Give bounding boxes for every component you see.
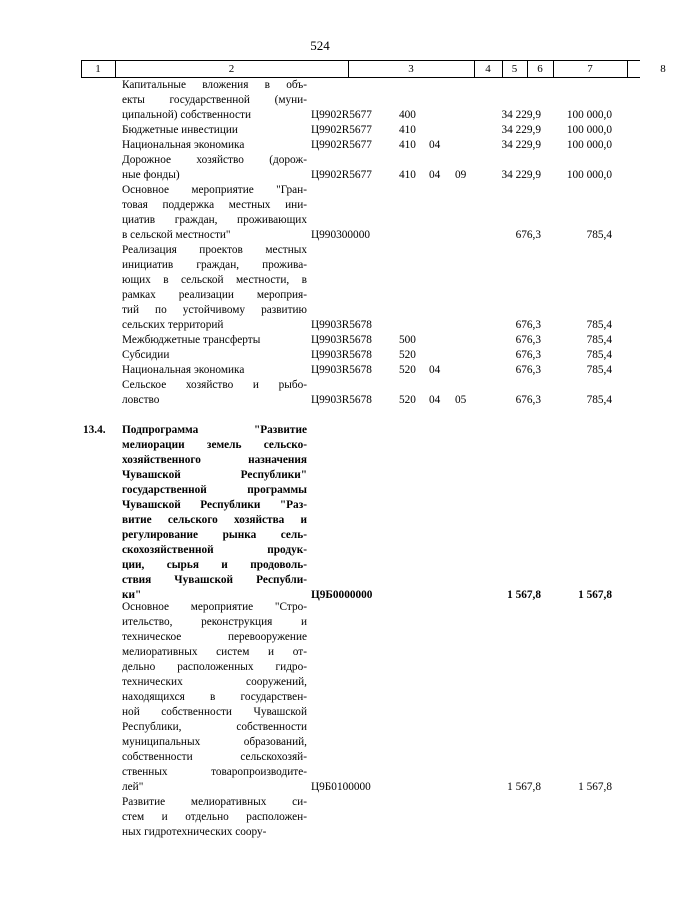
expense-type: 410	[399, 139, 416, 151]
row-name-line: дельно расположенных гидро-	[122, 661, 307, 673]
section: 04	[429, 169, 441, 181]
row-name	[122, 378, 307, 408]
row-number: 13.4.	[83, 424, 106, 436]
row-name-line: регулирование рынка сель-	[122, 529, 307, 541]
amount-col8: 785,4	[586, 319, 612, 331]
row-name-line: Реализация проектов местных	[122, 244, 307, 256]
amount-col7: 676,3	[515, 349, 541, 361]
amount-col8: 785,4	[586, 394, 612, 406]
row-name-line: техническое перевооружение	[122, 631, 307, 643]
amount-col7: 34 229,9	[501, 109, 541, 121]
amount-col7: 34 229,9	[501, 169, 541, 181]
section: 04	[429, 394, 441, 406]
row-name-line: ные фонды)	[122, 169, 180, 181]
row-name	[122, 78, 307, 123]
target-article-code: Ц9902R5677	[311, 139, 372, 151]
target-article-code: Ц9Б0100000	[311, 781, 371, 793]
row-name	[122, 183, 307, 243]
row-name-line: Подпрограмма "Развитие	[122, 424, 307, 436]
row-name-line: хозяйственного назначения	[122, 454, 307, 466]
section: 04	[429, 364, 441, 376]
row-name-line: технических сооружений,	[122, 676, 307, 688]
row-name-line: ительство, реконструкция и	[122, 616, 307, 628]
row-name	[122, 423, 307, 603]
amount-col7: 676,3	[515, 229, 541, 241]
amount-col8: 100 000,0	[566, 124, 612, 136]
target-article-code: Ц9903R5678	[311, 349, 372, 361]
row-name-line: екты государственной (муни-	[122, 94, 307, 106]
amount-col8: 785,4	[586, 334, 612, 346]
expense-type: 500	[399, 334, 416, 346]
row-name	[122, 333, 307, 348]
row-name-line: Чувашской Республики "Раз-	[122, 499, 307, 511]
amount-col8: 100 000,0	[566, 109, 612, 121]
expense-type: 520	[399, 349, 416, 361]
row-name	[122, 243, 307, 333]
expense-type: 410	[399, 169, 416, 181]
page-number: 524	[310, 38, 330, 53]
amount-col7: 1 567,8	[507, 589, 541, 601]
row-name-line: ловство	[122, 394, 160, 406]
row-name-line: Межбюджетные трансферты	[122, 334, 261, 346]
amount-col7: 676,3	[515, 364, 541, 376]
row-name-line: ных гидротехнических соору-	[122, 826, 267, 838]
amount-col8: 100 000,0	[566, 169, 612, 181]
row-name-line: мелиоративных систем и от-	[122, 646, 307, 658]
row-name-line: Бюджетные инвестиции	[122, 124, 238, 136]
table-row	[0, 78, 640, 123]
amount-col7: 34 229,9	[501, 139, 541, 151]
row-name	[122, 600, 307, 795]
table-row	[0, 138, 640, 153]
col-header-8: 8	[660, 63, 666, 75]
row-name-line: ствия Чувашской Республи-	[122, 574, 307, 586]
row-name-line: в сельской местности"	[122, 229, 231, 241]
row-name-line: стем и отдельно расположен-	[122, 811, 307, 823]
row-name-line: витие сельского хозяйства и	[122, 514, 307, 526]
target-article-code: Ц9Б0000000	[311, 589, 373, 601]
target-article-code: Ц9903R5678	[311, 334, 372, 346]
amount-col7: 34 229,9	[501, 124, 541, 136]
col-header-6: 6	[537, 63, 543, 75]
table-header	[81, 60, 666, 78]
amount-col8: 100 000,0	[566, 139, 612, 151]
target-article-code: Ц9902R5677	[311, 109, 372, 121]
target-article-code: Ц9903R5678	[311, 364, 372, 376]
target-article-code: Ц9902R5677	[311, 169, 372, 181]
section: 04	[429, 139, 441, 151]
subsection: 09	[455, 169, 467, 181]
row-name-line: товая поддержка местных ини-	[122, 199, 307, 211]
row-name-line: Сельское хозяйство и рыбо-	[122, 379, 307, 391]
row-name-line: лей"	[122, 781, 144, 793]
row-name-line: Развитие мелиоративных си-	[122, 796, 307, 808]
row-name-line: ки"	[122, 589, 142, 601]
row-name-line: мелиорации земель сельско-	[122, 439, 307, 451]
table-row	[0, 183, 640, 243]
row-name	[122, 123, 307, 138]
col-header-2: 2	[228, 63, 235, 75]
row-name-line: собственности сельскохозяй-	[122, 751, 307, 763]
col-header-1: 1	[95, 63, 101, 75]
row-name-line: ции, сырья и продоволь-	[122, 559, 307, 571]
row-name-line: ющих в сельской местности, в	[122, 274, 307, 286]
col-header-5: 5	[511, 63, 518, 75]
table-row	[0, 423, 640, 603]
row-name-line: Субсидии	[122, 349, 170, 361]
table-row	[0, 378, 640, 408]
amount-col7: 1 567,8	[507, 781, 541, 793]
row-name	[122, 138, 307, 153]
amount-col8: 785,4	[586, 349, 612, 361]
row-name-line: Национальная экономика	[122, 139, 245, 151]
row-name-line: Основное мероприятие "Гран-	[122, 184, 307, 196]
row-name-line: ственных товаропроизводите-	[122, 766, 307, 778]
row-name-line: ципальной) собственности	[122, 109, 252, 121]
expense-type: 400	[399, 109, 416, 121]
expense-type: 410	[399, 124, 416, 136]
row-name-line: ной собственности Чувашской	[122, 706, 307, 718]
row-name-line: муниципальных образований,	[122, 736, 307, 748]
amount-col8: 785,4	[586, 364, 612, 376]
row-name-line: Капитальные вложения в объ-	[122, 79, 307, 91]
col-header-3: 3	[408, 63, 414, 75]
row-name-line: инициатив граждан, прожива-	[122, 259, 307, 271]
col-header-4: 4	[485, 63, 491, 75]
table-row	[0, 243, 640, 333]
table-row	[0, 153, 640, 183]
row-name-line: Дорожное хозяйство (дорож-	[122, 154, 307, 166]
amount-col7: 676,3	[515, 319, 541, 331]
row-name-line: циатив граждан, проживающих	[122, 214, 307, 226]
row-name-line: скохозяйственной продук-	[122, 544, 307, 556]
row-name	[122, 363, 307, 378]
row-name-line: Чувашской Республики"	[122, 469, 307, 481]
amount-col8: 1 567,8	[578, 589, 612, 601]
target-article-code: Ц9902R5677	[311, 124, 372, 136]
row-name	[122, 795, 307, 840]
amount-col8: 785,4	[586, 229, 612, 241]
table-row	[0, 795, 640, 840]
row-name-line: тий по устойчивому развитию	[122, 304, 307, 316]
expense-type: 520	[399, 394, 416, 406]
col-header-7: 7	[587, 63, 593, 75]
row-name-line: государственной программы	[122, 484, 307, 496]
row-name-line: Национальная экономика	[122, 364, 245, 376]
amount-col7: 676,3	[515, 334, 541, 346]
amount-col8: 1 567,8	[578, 781, 612, 793]
amount-col7: 676,3	[515, 394, 541, 406]
table-row	[0, 333, 640, 348]
expense-type: 520	[399, 364, 416, 376]
row-name-line: сельских территорий	[122, 319, 224, 331]
subsection: 05	[455, 394, 467, 406]
row-name-line: находящихся в государствен-	[122, 691, 307, 703]
target-article-code: Ц9903R5678	[311, 319, 372, 331]
row-name	[122, 153, 307, 183]
target-article-code: Ц990300000	[311, 229, 370, 241]
table-row	[0, 363, 640, 378]
row-name	[122, 348, 307, 363]
table-row	[0, 600, 640, 795]
row-name-line: Основное мероприятие "Стро-	[122, 601, 307, 613]
target-article-code: Ц9903R5678	[311, 394, 372, 406]
table-row	[0, 348, 640, 363]
row-name-line: рамках реализации мероприя-	[122, 289, 307, 301]
table-row	[0, 123, 640, 138]
row-name-line: Республики, собственности	[122, 721, 307, 733]
